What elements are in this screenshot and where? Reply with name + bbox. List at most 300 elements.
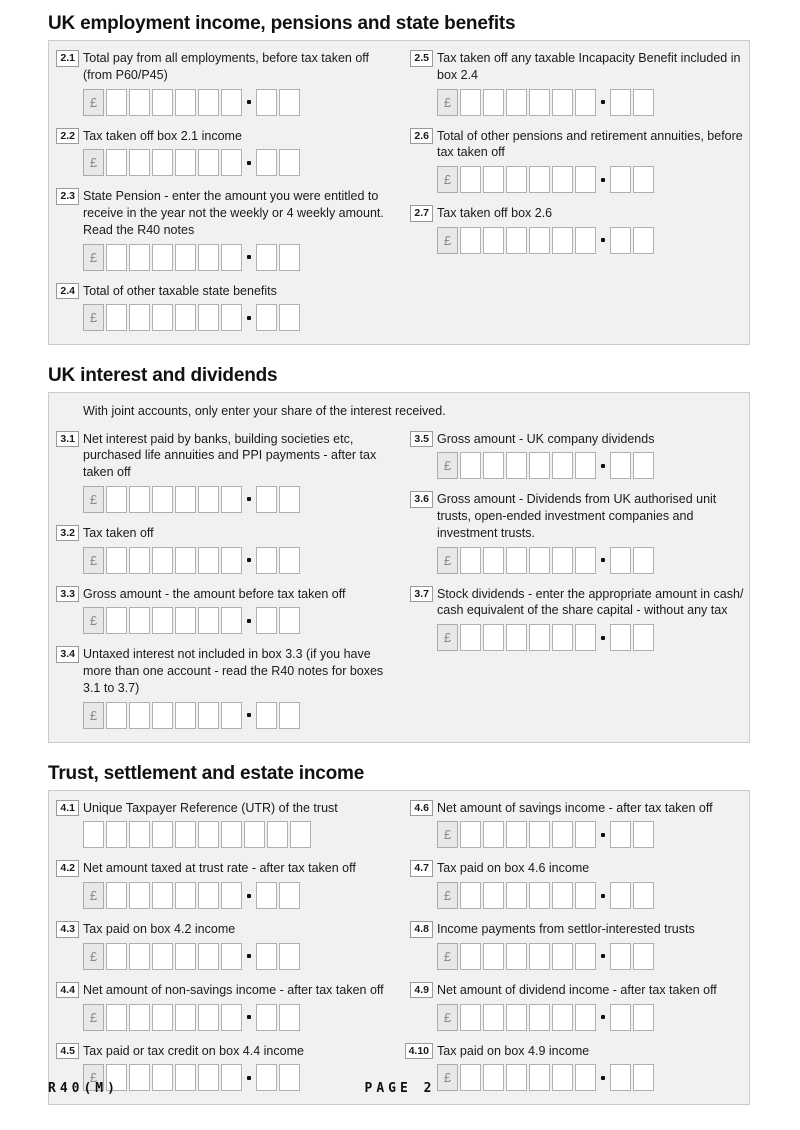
digit-box[interactable] bbox=[175, 882, 196, 909]
digit-box[interactable] bbox=[152, 244, 173, 271]
field-content bbox=[83, 860, 407, 909]
digit-box[interactable] bbox=[175, 89, 196, 116]
sections-container bbox=[48, 13, 750, 1105]
digit-box[interactable] bbox=[152, 882, 173, 909]
field-label: Gross amount - Dividends from UK authorised unit trusts, open-ended investment companies and investment trusts. bbox=[437, 492, 717, 540]
digit-box[interactable] bbox=[460, 821, 481, 848]
decimal-separator bbox=[601, 833, 605, 837]
decimal-separator bbox=[247, 100, 251, 104]
pound-sign: £ bbox=[83, 1004, 104, 1031]
digit-box[interactable] bbox=[483, 943, 504, 970]
box-number: 3.7 bbox=[410, 586, 433, 603]
section-panel bbox=[48, 790, 750, 1106]
digit-box[interactable] bbox=[175, 607, 196, 634]
field-content bbox=[83, 50, 407, 116]
digit-box[interactable] bbox=[152, 1004, 173, 1031]
pence-digit-box[interactable] bbox=[279, 882, 300, 909]
digit-box[interactable] bbox=[575, 943, 596, 970]
utr-digit-box[interactable] bbox=[83, 821, 104, 848]
box-number-slot bbox=[55, 525, 79, 574]
pence-digit-box[interactable] bbox=[256, 89, 277, 116]
digit-box[interactable] bbox=[129, 547, 150, 574]
digit-box[interactable] bbox=[460, 166, 481, 193]
digit-box[interactable] bbox=[106, 943, 127, 970]
digit-box[interactable] bbox=[460, 882, 481, 909]
field-label: Net interest paid by banks, building societies etc, purchased life annuities and PPI payments - after tax taken off bbox=[83, 431, 377, 479]
digit-box[interactable] bbox=[529, 227, 550, 254]
decimal-separator bbox=[247, 894, 251, 898]
decimal-separator bbox=[247, 316, 251, 320]
pence-digit-box[interactable] bbox=[610, 882, 631, 909]
digit-box[interactable] bbox=[152, 943, 173, 970]
field-content bbox=[83, 921, 407, 970]
field-label: Net amount of dividend income - after tax taken off bbox=[437, 982, 717, 997]
amount-boxes-4-6 bbox=[437, 821, 745, 848]
pence-digit-box[interactable] bbox=[279, 244, 300, 271]
utr-digit-box[interactable] bbox=[244, 821, 265, 848]
pence-digit-box[interactable] bbox=[279, 943, 300, 970]
digit-box[interactable] bbox=[483, 166, 504, 193]
digit-box[interactable] bbox=[129, 149, 150, 176]
digit-box[interactable] bbox=[129, 702, 150, 729]
box-number: 3.5 bbox=[410, 431, 433, 448]
digit-box[interactable] bbox=[129, 882, 150, 909]
pound-sign: £ bbox=[83, 702, 104, 729]
box-number-slot bbox=[55, 50, 79, 116]
box-number: 2.1 bbox=[56, 50, 79, 67]
digit-box[interactable] bbox=[106, 1004, 127, 1031]
box-number-slot bbox=[409, 128, 433, 194]
amount-boxes-2-7 bbox=[437, 227, 745, 254]
box-number-slot bbox=[409, 982, 433, 1031]
field-label: Gross amount - the amount before tax taken off bbox=[83, 586, 346, 601]
digit-box[interactable] bbox=[483, 227, 504, 254]
box-number: 4.3 bbox=[56, 921, 79, 938]
digit-box[interactable] bbox=[129, 486, 150, 513]
pence-digit-box[interactable] bbox=[633, 882, 654, 909]
box-number-slot bbox=[55, 188, 79, 270]
amount-boxes-3-2 bbox=[83, 547, 407, 574]
digit-box[interactable] bbox=[460, 624, 481, 651]
digit-box[interactable] bbox=[552, 227, 573, 254]
amount-boxes-4-9 bbox=[437, 1004, 745, 1031]
field-label: Tax paid or tax credit on box 4.4 income bbox=[83, 1043, 304, 1058]
box-number: 3.3 bbox=[56, 586, 79, 603]
digit-box[interactable] bbox=[152, 304, 173, 331]
amount-boxes-4-8 bbox=[437, 943, 745, 970]
box-number: 4.5 bbox=[56, 1043, 79, 1060]
digit-box[interactable] bbox=[529, 89, 550, 116]
digit-box[interactable] bbox=[198, 89, 219, 116]
digit-box[interactable] bbox=[175, 702, 196, 729]
digit-box[interactable] bbox=[198, 304, 219, 331]
digit-box[interactable] bbox=[552, 166, 573, 193]
digit-box[interactable] bbox=[575, 89, 596, 116]
utr-digit-box[interactable] bbox=[175, 821, 196, 848]
pound-sign: £ bbox=[437, 547, 458, 574]
digit-box[interactable] bbox=[460, 547, 481, 574]
amount-boxes-3-3 bbox=[83, 607, 407, 634]
digit-box[interactable] bbox=[152, 89, 173, 116]
digit-box[interactable] bbox=[175, 547, 196, 574]
digit-box[interactable] bbox=[552, 624, 573, 651]
digit-box[interactable] bbox=[221, 1004, 242, 1031]
pound-sign: £ bbox=[83, 486, 104, 513]
digit-box[interactable] bbox=[483, 624, 504, 651]
pound-sign: £ bbox=[83, 244, 104, 271]
digit-box[interactable] bbox=[152, 607, 173, 634]
amount-boxes-3-1 bbox=[83, 486, 407, 513]
field-label: Unique Taxpayer Reference (UTR) of the trust bbox=[83, 800, 338, 815]
digit-box[interactable] bbox=[129, 304, 150, 331]
amount-boxes-4-7 bbox=[437, 882, 745, 909]
box-number: 4.6 bbox=[410, 800, 433, 817]
digit-box[interactable] bbox=[552, 882, 573, 909]
digit-box[interactable] bbox=[506, 227, 527, 254]
pence-digit-box[interactable] bbox=[256, 882, 277, 909]
digit-box[interactable] bbox=[506, 943, 527, 970]
box-number-slot bbox=[55, 128, 79, 177]
pence-digit-box[interactable] bbox=[610, 943, 631, 970]
field-2-4 bbox=[55, 283, 407, 332]
digit-box[interactable] bbox=[129, 607, 150, 634]
field-3-3 bbox=[55, 586, 407, 635]
amount-boxes-2-5 bbox=[437, 89, 745, 116]
pound-sign: £ bbox=[83, 547, 104, 574]
digit-box[interactable] bbox=[106, 547, 127, 574]
pence-digit-box[interactable] bbox=[279, 149, 300, 176]
digit-box[interactable] bbox=[129, 89, 150, 116]
digit-box[interactable] bbox=[460, 1004, 481, 1031]
digit-box[interactable] bbox=[221, 149, 242, 176]
field-label: Total of other pensions and retirement annuities, before tax taken off bbox=[437, 128, 743, 160]
digit-box[interactable] bbox=[152, 486, 173, 513]
digit-box[interactable] bbox=[175, 943, 196, 970]
digit-box[interactable] bbox=[175, 149, 196, 176]
pound-sign: £ bbox=[83, 882, 104, 909]
pound-sign: £ bbox=[437, 89, 458, 116]
digit-box[interactable] bbox=[175, 304, 196, 331]
pence-digit-box[interactable] bbox=[633, 452, 654, 479]
digit-box[interactable] bbox=[152, 702, 173, 729]
pound-sign: £ bbox=[437, 1064, 458, 1091]
box-number-slot bbox=[55, 800, 79, 849]
digit-box[interactable] bbox=[221, 89, 242, 116]
field-content bbox=[83, 128, 407, 177]
digit-box[interactable] bbox=[552, 821, 573, 848]
pound-sign: £ bbox=[437, 1004, 458, 1031]
digit-box[interactable] bbox=[575, 882, 596, 909]
digit-box[interactable] bbox=[483, 547, 504, 574]
decimal-separator bbox=[601, 636, 605, 640]
box-number: 3.1 bbox=[56, 431, 79, 448]
pence-digit-box[interactable] bbox=[256, 244, 277, 271]
digit-box[interactable] bbox=[175, 244, 196, 271]
box-number: 2.7 bbox=[410, 205, 433, 222]
pence-digit-box[interactable] bbox=[256, 304, 277, 331]
field-content bbox=[83, 188, 407, 270]
field-3-2 bbox=[55, 525, 407, 574]
utr-digit-box[interactable] bbox=[290, 821, 311, 848]
digit-box[interactable] bbox=[221, 607, 242, 634]
joint-accounts-note: With joint accounts, only enter your share of the interest received. bbox=[83, 404, 446, 419]
digit-box[interactable] bbox=[221, 702, 242, 729]
pence-digit-box[interactable] bbox=[256, 702, 277, 729]
field-content bbox=[437, 586, 745, 652]
form-reference: R40(M) bbox=[48, 1081, 119, 1096]
pence-digit-box[interactable] bbox=[633, 624, 654, 651]
box-number: 4.2 bbox=[56, 860, 79, 877]
box-number: 4.7 bbox=[410, 860, 433, 877]
field-content bbox=[83, 646, 407, 728]
right-column bbox=[409, 800, 745, 1104]
pence-digit-box[interactable] bbox=[279, 89, 300, 116]
digit-box[interactable] bbox=[506, 821, 527, 848]
pence-digit-box[interactable] bbox=[610, 624, 631, 651]
utr-digit-box[interactable] bbox=[267, 821, 288, 848]
digit-box[interactable] bbox=[221, 943, 242, 970]
digit-box[interactable] bbox=[575, 624, 596, 651]
pound-sign: £ bbox=[437, 882, 458, 909]
section-panel bbox=[48, 392, 750, 742]
pound-sign: £ bbox=[83, 1064, 104, 1091]
pence-digit-box[interactable] bbox=[633, 821, 654, 848]
pence-digit-box[interactable] bbox=[279, 486, 300, 513]
digit-box[interactable] bbox=[221, 486, 242, 513]
pence-digit-box[interactable] bbox=[256, 149, 277, 176]
digit-box[interactable] bbox=[506, 624, 527, 651]
box-number: 4.9 bbox=[410, 982, 433, 999]
digit-box[interactable] bbox=[529, 882, 550, 909]
box-number: 3.4 bbox=[56, 646, 79, 663]
field-2-2 bbox=[55, 128, 407, 177]
digit-box[interactable] bbox=[575, 166, 596, 193]
digit-box[interactable] bbox=[483, 821, 504, 848]
digit-box[interactable] bbox=[483, 452, 504, 479]
digit-box[interactable] bbox=[529, 624, 550, 651]
field-content bbox=[437, 431, 745, 480]
utr-digit-box[interactable] bbox=[106, 821, 127, 848]
amount-boxes-4-4 bbox=[83, 1004, 407, 1031]
form-section-1 bbox=[48, 13, 750, 345]
digit-box[interactable] bbox=[575, 227, 596, 254]
pence-digit-box[interactable] bbox=[610, 1004, 631, 1031]
digit-box[interactable] bbox=[106, 244, 127, 271]
field-label: Tax paid on box 4.9 income bbox=[437, 1043, 590, 1058]
pence-digit-box[interactable] bbox=[610, 547, 631, 574]
field-label: Tax taken off bbox=[83, 525, 154, 540]
digit-box[interactable] bbox=[506, 547, 527, 574]
digit-box[interactable] bbox=[198, 244, 219, 271]
panel-columns bbox=[55, 431, 745, 741]
box-number-slot bbox=[409, 431, 433, 480]
pence-digit-box[interactable] bbox=[256, 547, 277, 574]
digit-box[interactable] bbox=[129, 943, 150, 970]
digit-box[interactable] bbox=[460, 943, 481, 970]
pence-digit-box[interactable] bbox=[610, 227, 631, 254]
field-label: Tax paid on box 4.6 income bbox=[437, 861, 590, 876]
pence-digit-box[interactable] bbox=[256, 607, 277, 634]
digit-box[interactable] bbox=[529, 452, 550, 479]
field-4-8 bbox=[409, 921, 745, 970]
digit-box[interactable] bbox=[106, 89, 127, 116]
digit-box[interactable] bbox=[529, 1004, 550, 1031]
pence-digit-box[interactable] bbox=[633, 166, 654, 193]
field-content bbox=[83, 431, 407, 513]
pence-digit-box[interactable] bbox=[633, 1004, 654, 1031]
amount-boxes-3-4 bbox=[83, 702, 407, 729]
pence-digit-box[interactable] bbox=[610, 89, 631, 116]
field-label: Income payments from settlor-interested trusts bbox=[437, 922, 695, 936]
pound-sign: £ bbox=[437, 624, 458, 651]
digit-box[interactable] bbox=[575, 1004, 596, 1031]
box-number: 2.2 bbox=[56, 128, 79, 145]
digit-box[interactable] bbox=[106, 304, 127, 331]
amount-boxes-2-2 bbox=[83, 149, 407, 176]
digit-box[interactable] bbox=[529, 943, 550, 970]
digit-box[interactable] bbox=[483, 89, 504, 116]
pence-digit-box[interactable] bbox=[279, 702, 300, 729]
digit-box[interactable] bbox=[175, 486, 196, 513]
digit-box[interactable] bbox=[529, 547, 550, 574]
digit-box[interactable] bbox=[106, 882, 127, 909]
digit-box[interactable] bbox=[506, 452, 527, 479]
digit-box[interactable] bbox=[552, 943, 573, 970]
box-number-slot bbox=[409, 586, 433, 652]
digit-box[interactable] bbox=[506, 1004, 527, 1031]
field-content bbox=[83, 800, 407, 849]
box-number-slot bbox=[55, 586, 79, 635]
digit-box[interactable] bbox=[175, 1004, 196, 1031]
pence-digit-box[interactable] bbox=[633, 89, 654, 116]
box-number-slot bbox=[409, 860, 433, 909]
decimal-separator bbox=[601, 464, 605, 468]
box-number: 3.2 bbox=[56, 525, 79, 542]
box-number-slot bbox=[55, 646, 79, 728]
pence-digit-box[interactable] bbox=[279, 547, 300, 574]
digit-box[interactable] bbox=[460, 89, 481, 116]
field-label: Tax taken off any taxable Incapacity Benefit included in box 2.4 bbox=[437, 51, 741, 82]
field-label: Tax taken off box 2.6 bbox=[437, 206, 553, 220]
digit-box[interactable] bbox=[552, 547, 573, 574]
digit-box[interactable] bbox=[198, 702, 219, 729]
digit-box[interactable] bbox=[460, 452, 481, 479]
digit-box[interactable] bbox=[106, 702, 127, 729]
digit-box[interactable] bbox=[483, 882, 504, 909]
field-label: Net amount of savings income - after tax taken off bbox=[437, 800, 713, 815]
field-4-7 bbox=[409, 860, 745, 909]
digit-box[interactable] bbox=[198, 882, 219, 909]
digit-box[interactable] bbox=[129, 1004, 150, 1031]
utr-digit-box[interactable] bbox=[152, 821, 173, 848]
box-number: 4.8 bbox=[410, 921, 433, 938]
decimal-separator bbox=[601, 894, 605, 898]
decimal-separator bbox=[247, 713, 251, 717]
digit-box[interactable] bbox=[575, 547, 596, 574]
left-column bbox=[55, 800, 407, 1104]
digit-box[interactable] bbox=[529, 821, 550, 848]
digit-box[interactable] bbox=[483, 1004, 504, 1031]
pence-digit-box[interactable] bbox=[256, 1004, 277, 1031]
pence-digit-box[interactable] bbox=[610, 821, 631, 848]
digit-box[interactable] bbox=[198, 486, 219, 513]
utr-digit-box[interactable] bbox=[198, 821, 219, 848]
digit-box[interactable] bbox=[552, 452, 573, 479]
utr-digit-box[interactable] bbox=[129, 821, 150, 848]
digit-box[interactable] bbox=[506, 89, 527, 116]
field-content bbox=[437, 860, 745, 909]
pence-digit-box[interactable] bbox=[256, 486, 277, 513]
digit-box[interactable] bbox=[552, 1004, 573, 1031]
section-panel bbox=[48, 40, 750, 345]
decimal-separator bbox=[247, 558, 251, 562]
field-content bbox=[437, 921, 745, 970]
field-4-1 bbox=[55, 800, 407, 849]
digit-box[interactable] bbox=[198, 547, 219, 574]
pound-sign: £ bbox=[437, 166, 458, 193]
form-section-3 bbox=[48, 763, 750, 1106]
digit-box[interactable] bbox=[152, 547, 173, 574]
digit-box[interactable] bbox=[106, 486, 127, 513]
pound-sign: £ bbox=[437, 227, 458, 254]
field-label: Tax taken off box 2.1 income bbox=[83, 128, 242, 143]
digit-box[interactable] bbox=[198, 943, 219, 970]
digit-box[interactable] bbox=[221, 244, 242, 271]
digit-box[interactable] bbox=[529, 166, 550, 193]
pence-digit-box[interactable] bbox=[610, 166, 631, 193]
digit-box[interactable] bbox=[221, 882, 242, 909]
pence-digit-box[interactable] bbox=[633, 547, 654, 574]
box-number-slot bbox=[409, 50, 433, 116]
digit-box[interactable] bbox=[552, 89, 573, 116]
section-title: UK interest and dividends bbox=[48, 365, 278, 387]
field-4-3 bbox=[55, 921, 407, 970]
digit-box[interactable] bbox=[575, 821, 596, 848]
field-label: Total of other taxable state benefits bbox=[83, 283, 277, 298]
field-label: Net amount of non-savings income - after tax taken off bbox=[83, 982, 384, 997]
pence-digit-box[interactable] bbox=[610, 452, 631, 479]
digit-box[interactable] bbox=[506, 882, 527, 909]
pence-digit-box[interactable] bbox=[279, 1004, 300, 1031]
box-number-slot bbox=[409, 491, 433, 573]
decimal-separator bbox=[601, 558, 605, 562]
digit-box[interactable] bbox=[198, 607, 219, 634]
field-content bbox=[83, 283, 407, 332]
digit-box[interactable] bbox=[129, 244, 150, 271]
panel-columns bbox=[55, 50, 745, 343]
section-title: Trust, settlement and estate income bbox=[48, 762, 365, 784]
digit-box[interactable] bbox=[460, 227, 481, 254]
digit-box[interactable] bbox=[152, 149, 173, 176]
digit-box[interactable] bbox=[106, 607, 127, 634]
digit-box[interactable] bbox=[221, 547, 242, 574]
digit-box[interactable] bbox=[198, 149, 219, 176]
digit-box[interactable] bbox=[506, 166, 527, 193]
pence-digit-box[interactable] bbox=[633, 943, 654, 970]
pence-digit-box[interactable] bbox=[256, 943, 277, 970]
utr-digit-box[interactable] bbox=[221, 821, 242, 848]
field-3-6 bbox=[409, 491, 745, 573]
box-number-slot bbox=[55, 921, 79, 970]
digit-box[interactable] bbox=[575, 452, 596, 479]
pence-digit-box[interactable] bbox=[279, 304, 300, 331]
pence-digit-box[interactable] bbox=[633, 227, 654, 254]
digit-box[interactable] bbox=[198, 1004, 219, 1031]
pound-sign: £ bbox=[437, 452, 458, 479]
digit-box[interactable] bbox=[221, 304, 242, 331]
digit-box[interactable] bbox=[106, 149, 127, 176]
pence-digit-box[interactable] bbox=[279, 607, 300, 634]
